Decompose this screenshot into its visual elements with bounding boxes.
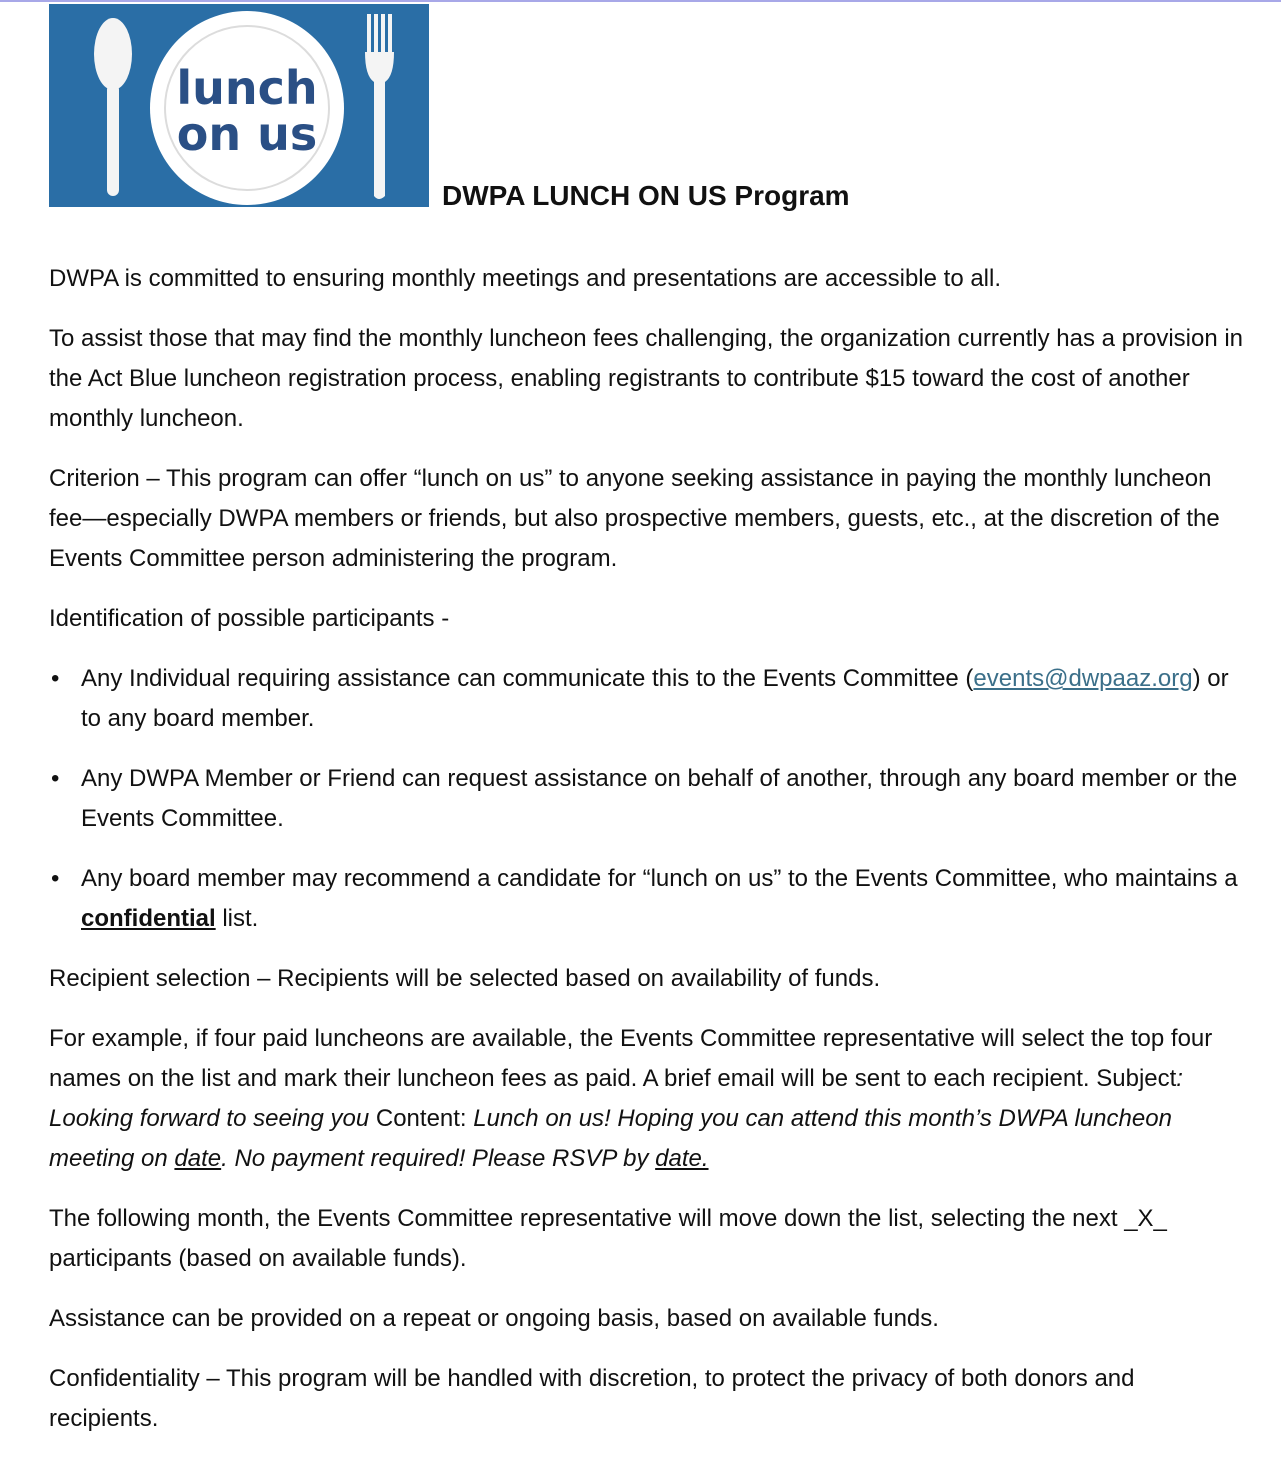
email-subject: : Looking forward to seeing you [49, 1065, 1183, 1132]
logo-text-line2: on us [176, 107, 318, 161]
document-body [49, 259, 1249, 1459]
bullet-1-text: Any Individual requiring assistance can communicate this to the Events Committee ( [81, 665, 974, 692]
criterion-paragraph: Criterion – This program can offer “lunch on us” to anyone seeking assistance in paying the monthly luncheon fee—especially DWPA members or friends, but also prospective members, guests, etc., at the discretion of the Events Committee person administering the program. [49, 465, 1220, 572]
bullet-icon: • [51, 665, 60, 692]
provision-paragraph: To assist those that may find the monthly luncheon fees challenging, the organization currently has a provision in the Act Blue luncheon registration process, enabling registrants to contribute $15 toward the cost of another monthly luncheon. [49, 325, 1244, 432]
events-email-link[interactable]: events@dwpaaz.org [973, 665, 1193, 692]
bullet-2-text: Any DWPA Member or Friend can request assistance on behalf of another, through any board member or the Events Committee. [81, 765, 1238, 832]
recipient-selection-paragraph: Recipient selection – Recipients will be selected based on availability of funds. [49, 965, 881, 992]
confidential-emphasis: confidential [81, 905, 216, 932]
list-item [49, 759, 1249, 839]
bullet-icon: • [51, 765, 60, 792]
list-item [49, 859, 1249, 939]
spoon-icon [94, 18, 132, 196]
identification-heading: Identification of possible participants - [49, 605, 450, 632]
participants-list [49, 659, 1249, 939]
content-label: Content: [369, 1105, 474, 1132]
bullet-icon: • [51, 865, 60, 892]
list-item [49, 659, 1249, 739]
date-placeholder-1: date [174, 1145, 222, 1172]
following-month-text-end: participants (based on available funds). [49, 1245, 467, 1272]
following-month-paragraph [49, 1199, 1249, 1279]
email-content-1: Lunch on us! Hoping you can attend this month’s DWPA luncheon meeting on [49, 1105, 1172, 1172]
bullet-3-text: Any board member may recommend a candidate for “lunch on us” to the Events Committee, who maintains a [81, 865, 1238, 892]
example-text: For example, if four paid luncheons are available, the Events Committee representative will select the top four names on the list and mark their luncheon fees as paid. A brief email will be sent to each recipient. Subject [49, 1025, 1213, 1092]
example-paragraph [49, 1019, 1249, 1179]
logo-graphic [49, 4, 429, 207]
logo-text-line1: lunch [176, 61, 318, 115]
confidentiality-paragraph: Confidentiality – This program will be handled with discretion, to protect the privacy of both donors and recipients. [49, 1365, 1135, 1432]
bullet-1-text-end: ) or to any board member. [81, 665, 1229, 732]
repeat-assistance-paragraph: Assistance can be provided on a repeat or ongoing basis, based on available funds. [49, 1305, 939, 1332]
x-placeholder: _X_ [1124, 1205, 1167, 1232]
bullet-3-text-end: list. [215, 905, 259, 932]
page-title: DWPA LUNCH ON US Program [442, 180, 850, 211]
following-month-text: The following month, the Events Committee representative will move down the list, selecting the next [49, 1205, 1125, 1232]
fork-icon [365, 14, 394, 199]
email-content-2: . No payment required! Please RSVP by [221, 1145, 656, 1172]
intro-paragraph: DWPA is committed to ensuring monthly meetings and presentations are accessible to all. [49, 265, 1002, 292]
date-placeholder-2: date. [655, 1145, 709, 1172]
lunch-on-us-logo [49, 4, 429, 207]
